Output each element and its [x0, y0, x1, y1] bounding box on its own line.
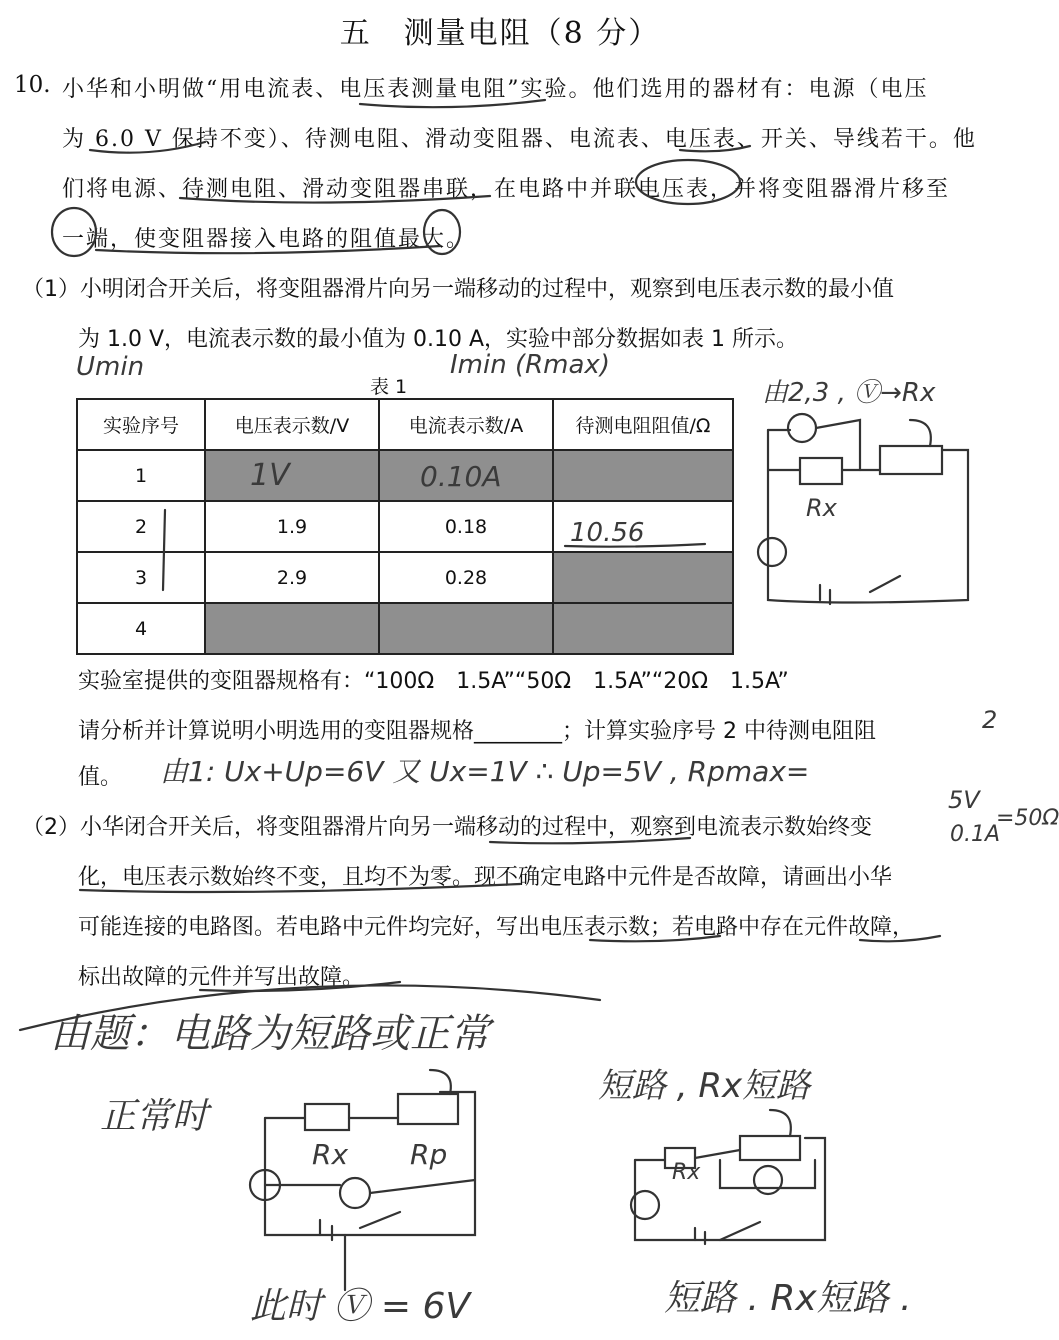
circuit-drawing-1 [758, 414, 968, 604]
circle-stroke [636, 160, 740, 204]
underline-stroke [80, 884, 520, 892]
part2-line-3: 可能连接的电路图。若电路中元件均完好，写出电压表示数；若电路中存在元件故障， [78, 915, 915, 940]
part1-line-1: （1）小明闭合开关后，将变阻器滑片向另一端移动的过程中，观察到电压表示数的最小值 [22, 277, 895, 302]
question-line-1: 小华和小明做“用电流表、电压表测量电阻”实验。他们选用的器材有：电源（电压 [62, 77, 929, 102]
hand-cell-resistance-2: 10.56 [570, 518, 645, 548]
part2-line-4: 标出故障的元件并写出故障。 [78, 965, 365, 990]
part2-line-2: 化，电压表示数始终不变，且均不为零。现不确定电路中元件是否故障，请画出小华 [78, 865, 893, 890]
underline-stroke [96, 246, 440, 253]
hand-cell-current-1: 0.10A [420, 460, 502, 493]
underline-stroke [590, 936, 720, 941]
question-line-2: 为 6.0 V 保持不变）、待测电阻、滑动变阻器、电流表、电压表、开关、导线若干。他 [62, 127, 977, 152]
hand-normal-case: 正常时 [100, 1096, 209, 1137]
hand-figure-note: 由2,3 , Ⓥ→Rx [762, 378, 936, 408]
hand-imin: Imin (Rmax) [450, 350, 610, 380]
table-caption: 表 1 [370, 376, 408, 398]
table-cell: 1 [77, 450, 205, 501]
question-line-4: 一端，使变阻器接入电路的阻值最大。 [62, 227, 471, 252]
hand-calculation: 由1: Ux+Up=6V 又 Ux=1V ∴ Up=5V , Rpmax= [160, 755, 810, 788]
table-header: 待测电阻阻值/Ω [553, 399, 733, 450]
circuit-drawing-3 [631, 1110, 825, 1244]
hand-rx-label-3: Rx [672, 1160, 701, 1185]
table-mark-stroke [163, 510, 165, 590]
part1-line-2: 为 1.0 V，电流表示数的最小值为 0.10 A，实验中部分数据如表 1 所示。 [78, 327, 799, 352]
circle-stroke [52, 208, 96, 256]
table-header: 电流表示数/A [379, 399, 553, 450]
hand-short-note-2: 短路 . Rx短路 . [664, 1278, 912, 1319]
circuit-drawing-2 [250, 1070, 475, 1290]
part1-ask-line: 请分析并计算说明小明选用的变阻器规格________；计算实验序号 2 中待测电阻阻 [78, 719, 876, 744]
table-header: 实验序号 [77, 399, 205, 450]
table-cell: 3 [77, 552, 205, 603]
part2-line-1: （2）小华闭合开关后，将变阻器滑片向另一端移动的过程中，观察到电流表示数始终变 [22, 815, 872, 840]
part1-ask-line-2: 值。 [78, 765, 123, 790]
underline-stroke [680, 146, 750, 151]
table-cell: 1.9 [205, 501, 379, 552]
hand-rx-label: Rx [806, 494, 837, 522]
table-cell: 0.28 [379, 552, 553, 603]
table-cell: 4 [77, 603, 205, 654]
table-header: 电压表示数/V [205, 399, 379, 450]
rheostat-spec-line: 实验室提供的变阻器规格有：“100Ω 1.5A”“50Ω 1.5A”“20Ω 1.5A” [78, 669, 789, 694]
hand-fraction-denominator: 0.1A [950, 822, 1001, 847]
hand-cell-voltage-1: 1V [250, 458, 290, 493]
table-cell: 2.9 [205, 552, 379, 603]
hand-fraction-result: =50Ω [996, 806, 1059, 831]
hand-fraction-numerator: 2 [982, 706, 998, 734]
underline-stroke [860, 936, 940, 941]
hand-umin: Umin [76, 352, 145, 382]
hand-rp-label: Rp [410, 1138, 448, 1171]
underline-stroke [490, 838, 690, 843]
circle-stroke [424, 210, 460, 254]
hand-conclusion: 由题：电路为短路或正常 [50, 1011, 490, 1057]
table-mark-stroke [565, 544, 705, 547]
hand-short-note-1: 短路 , Rx短路 [598, 1066, 811, 1106]
hand-voltage-note: 此时 Ⓥ = 6V [250, 1286, 471, 1327]
underline-stroke [360, 100, 545, 107]
hand-fraction-numerator-2: 5V [948, 786, 980, 814]
section-title: 五 测量电阻（8 分） [339, 16, 661, 51]
table-cell: 0.18 [379, 501, 553, 552]
underline-stroke [180, 196, 490, 203]
hand-rx-label-2: Rx [312, 1138, 349, 1171]
underline-stroke [90, 142, 205, 153]
underline-stroke [20, 985, 600, 1030]
question-number: 10. [14, 72, 51, 98]
table-cell: 2 [77, 501, 205, 552]
question-line-3: 们将电源、待测电阻、滑动变阻器串联，在电路中并联电压表，并将变阻器滑片移至 [62, 177, 951, 202]
